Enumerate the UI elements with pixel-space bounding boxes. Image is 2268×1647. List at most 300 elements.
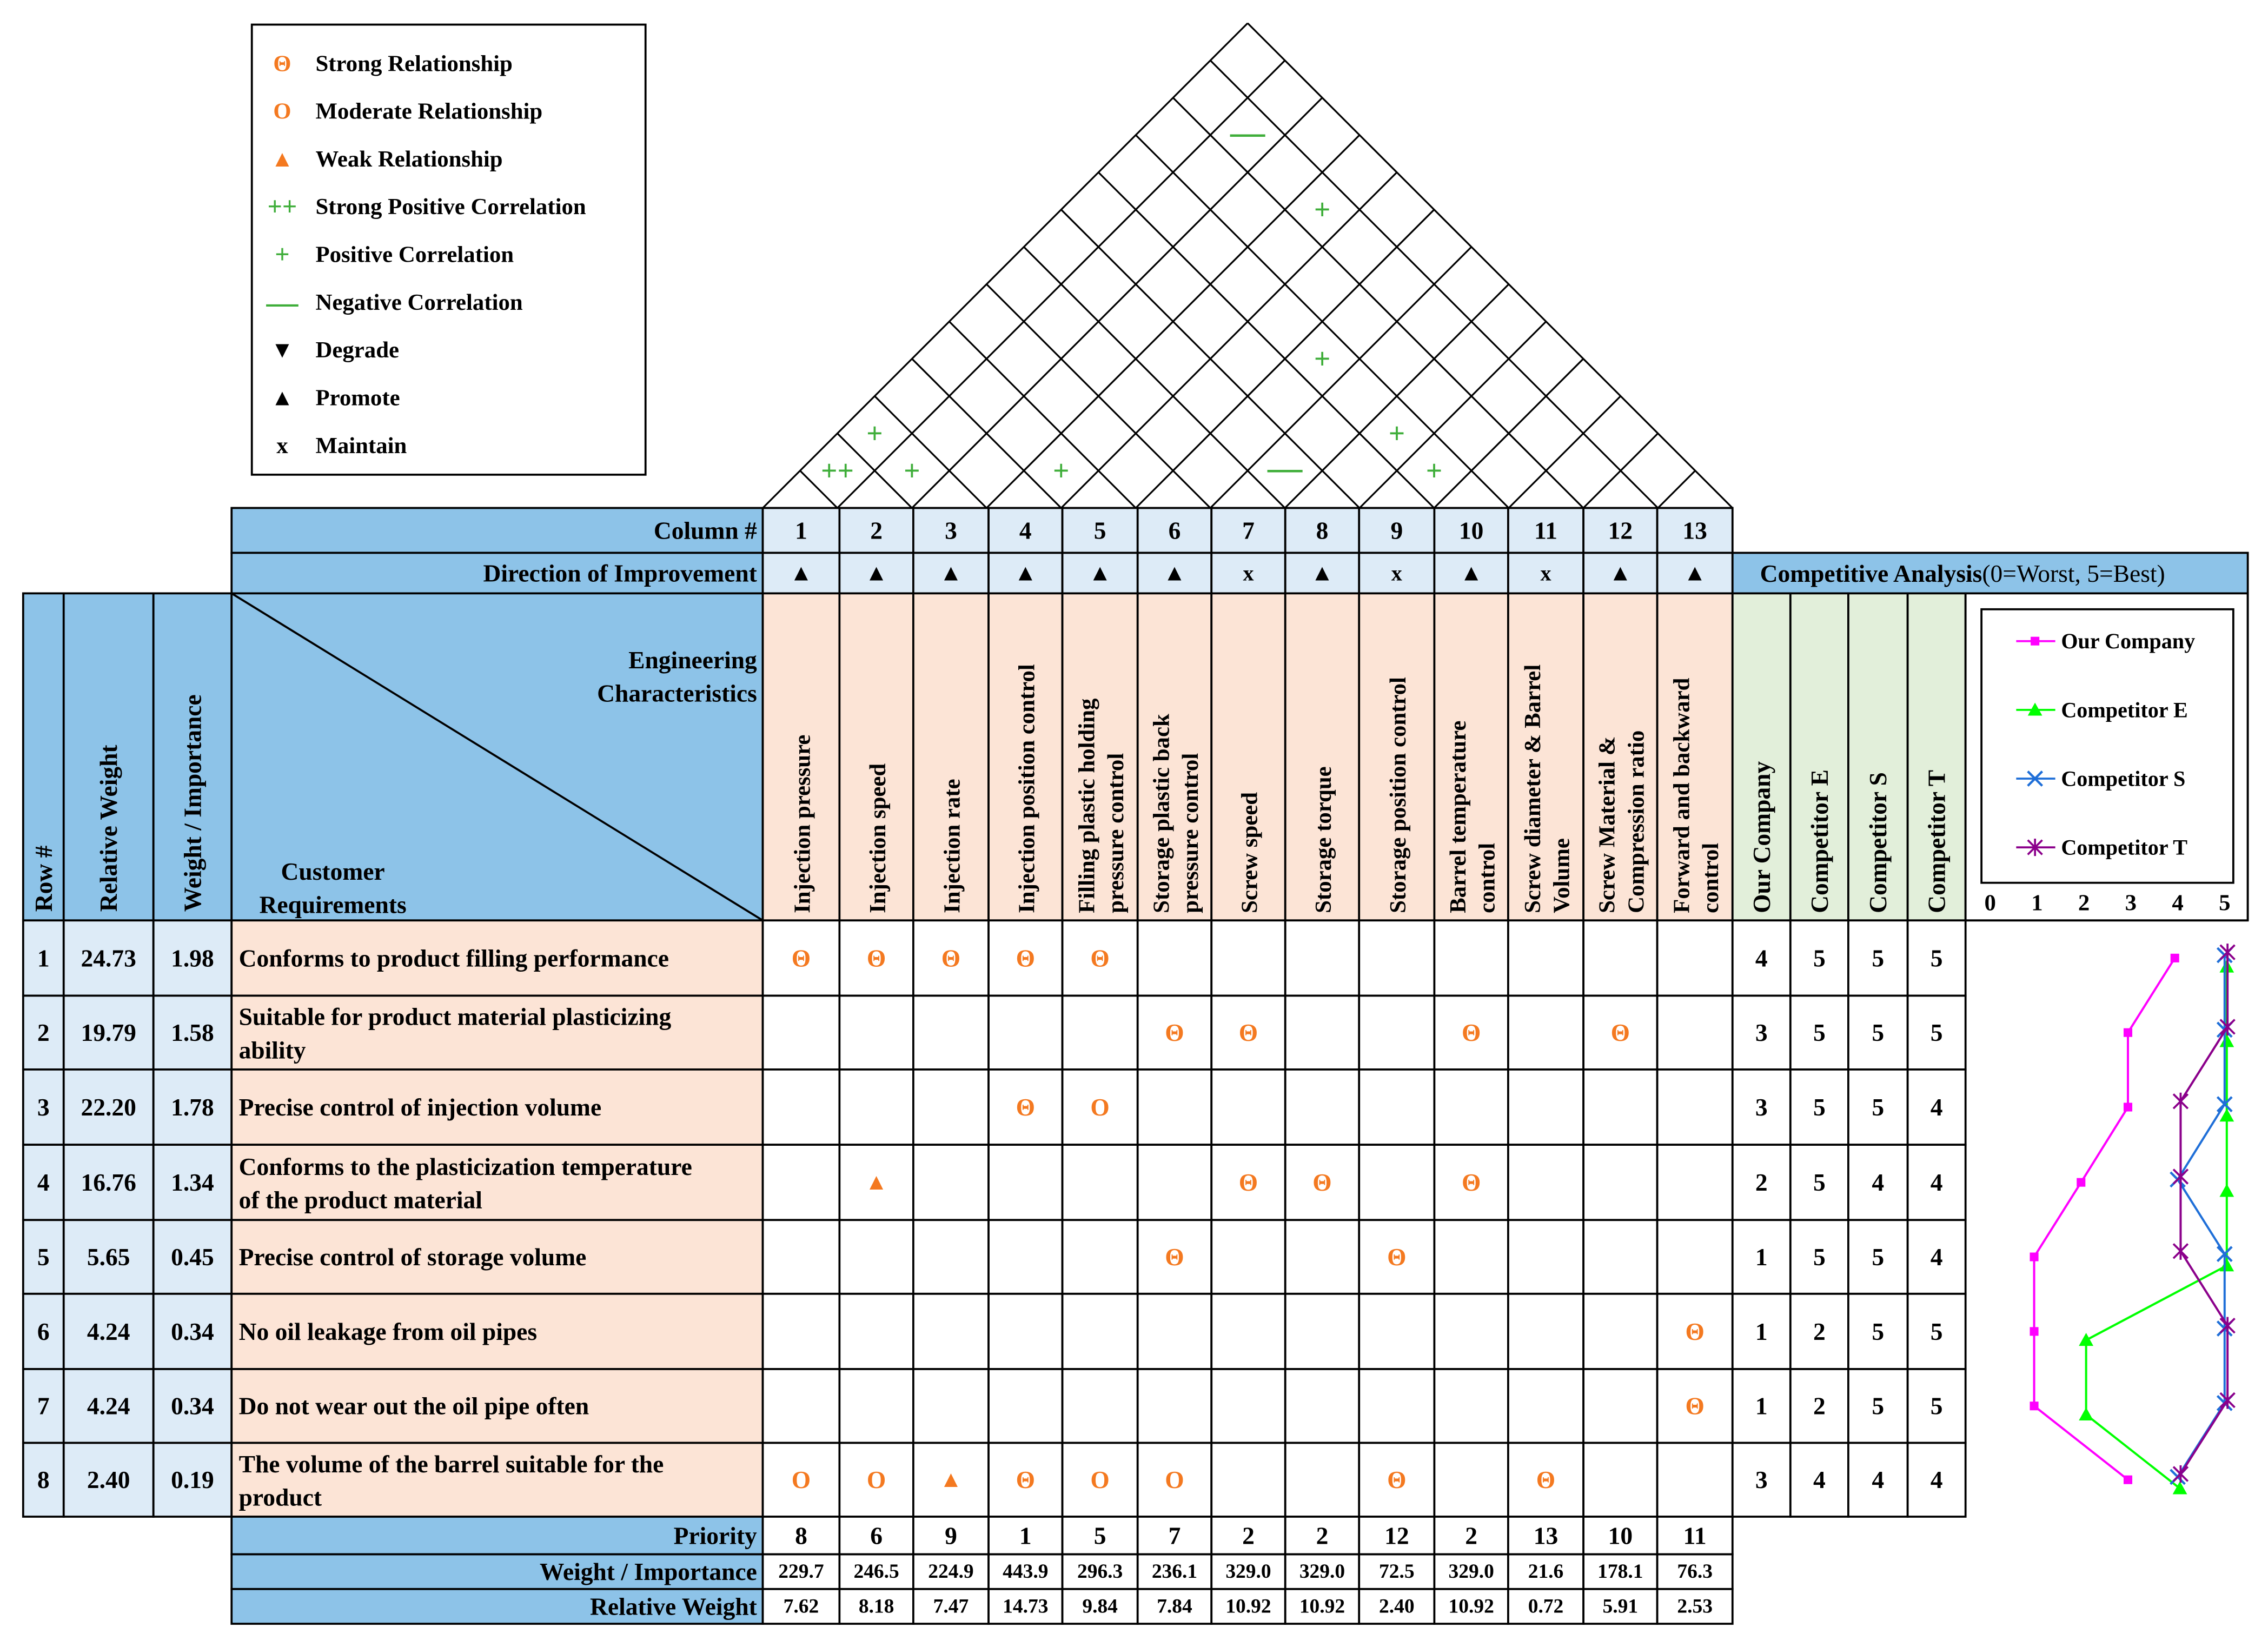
customer-requirement-text: of the product material [238,1186,482,1214]
bottom-row-value: 72.5 [1379,1560,1415,1583]
engineering-characteristic-label: control [1474,842,1500,913]
engineering-characteristic-label: Storage torque [1311,766,1337,913]
relative-weight-value: 4.24 [87,1392,130,1420]
square-marker [2030,1327,2039,1336]
relationship-cell [763,1070,840,1145]
column-number-label: Column # [653,516,757,544]
relationship-cell [1359,920,1434,995]
chart-data-point [2171,954,2179,962]
maintain-icon: x [1391,561,1402,586]
chart-legend-label: Competitor S [2061,766,2186,791]
roof-gridline [1509,396,1621,508]
strong-relationship-icon: Θ [1312,1168,1332,1197]
weight-importance-value: 0.45 [171,1243,214,1271]
promote-icon: ▲ [865,560,888,586]
roof-gridline [1360,322,1546,508]
strong-relationship-icon: Θ [1238,1168,1258,1197]
competitor-score: 1 [1755,1392,1768,1420]
positive-correlation-icon: + [1388,417,1405,450]
relationship-cell [1211,1443,1285,1517]
relationship-cell [1211,1369,1285,1443]
chart-axis-tick: 1 [2031,890,2043,916]
moderate-relationship-icon: O [866,1466,886,1494]
legend-label: Strong Positive Correlation [315,194,586,220]
strong-relationship-icon: Θ [941,944,961,972]
bottom-row-value: 76.3 [1677,1560,1713,1583]
bottom-row-value: 8.18 [858,1595,894,1618]
strong-relationship-icon: Θ [1685,1317,1705,1345]
competitor-score: 4 [1755,944,1768,972]
relationship-cell [763,1294,840,1369]
bottom-row-value: 296.3 [1077,1560,1123,1583]
weight-importance-value: 1.78 [171,1093,214,1121]
row-number: 1 [37,944,50,972]
strong-relationship-icon: Θ [1016,1466,1036,1494]
column-number: 9 [1390,516,1403,544]
strong-relationship-icon: Θ [1685,1392,1705,1420]
square-marker [2124,1103,2132,1111]
square-marker [2124,1476,2132,1484]
relationship-cell [1657,1070,1733,1145]
relationship-cell [913,1369,989,1443]
relationship-cell [913,1294,989,1369]
relationship-cell [1285,1443,1360,1517]
engineering-characteristic-label: Storage plastic back [1149,714,1175,913]
relationship-cell [989,995,1063,1070]
chart-data-point [2124,1028,2132,1037]
maintain-icon: x [1540,561,1551,586]
competitive-analysis-title [1760,559,2165,587]
chart-data-point [2124,1476,2132,1484]
chart-data-point [2219,1184,2234,1197]
weak-relationship-icon: ▲ [270,146,294,172]
chart-legend-label: Our Company [2061,629,2196,654]
bottom-row-value: 7.62 [783,1595,819,1618]
square-marker [2030,1253,2039,1261]
chart-series-line [2034,958,2175,1480]
square-marker [2077,1178,2085,1187]
engineering-characteristic-label: pressure control [1103,753,1129,913]
chart-data-point [2030,1253,2039,1261]
relative-weight-label: Relative Weight [95,745,123,912]
bottom-row-value: 229.7 [778,1560,824,1583]
relationship-cell [1508,995,1583,1070]
relationship-cell [1583,1220,1657,1294]
relationship-cell [1583,1070,1657,1145]
engineering-characteristic-label: Forward and backward [1669,678,1695,913]
relationship-cell [1063,1369,1138,1443]
relationship-cell [1063,1294,1138,1369]
engineering-characteristic-label: Screw diameter & Barrel [1520,664,1546,913]
competitive-scale-label: (0=Worst, 5=Best) [1982,559,2165,587]
chart-series-line [2178,955,2225,1477]
relationship-cell [1138,920,1212,995]
engineering-characteristic-label: Injection pressure [790,734,815,913]
promote-icon: ▲ [1163,560,1186,586]
chart-axis-tick: 3 [2125,890,2137,916]
relationship-cell [989,1145,1063,1220]
competitor-label: Competitor E [1805,769,1833,913]
customer-requirement-text: No oil leakage from oil pipes [238,1317,538,1345]
relationship-cell [1138,1145,1212,1220]
relationship-cell [1359,995,1434,1070]
customer-requirement-text: Conforms to the plasticization temperature [238,1152,692,1180]
relationship-cell [1583,1369,1657,1443]
negative-correlation-icon: — [1230,112,1265,151]
chart-data-point [2030,1327,2039,1336]
bottom-row-value: 1 [1019,1522,1032,1550]
competitor-score: 5 [1813,1243,1826,1271]
engineering-characteristic-label: Injection position control [1014,664,1040,913]
strong-relationship-icon: Θ [1610,1019,1630,1047]
negative-correlation-icon: — [1268,448,1303,487]
competitor-label: Competitor S [1864,772,1892,913]
relationship-cell [989,1369,1063,1443]
promote-icon: ▲ [1088,560,1112,586]
engineering-characteristic-label: Compression ratio [1623,730,1649,913]
promote-icon: ▲ [270,385,294,411]
relationship-cell [1211,920,1285,995]
relative-weight-value: 22.20 [81,1093,136,1121]
relationship-cell [1211,1070,1285,1145]
competitor-score: 5 [1813,1093,1826,1121]
relationship-cell [839,1220,913,1294]
competitive-analysis-label: Competitive Analysis [1760,559,1982,587]
positive-correlation-icon: + [904,454,920,487]
bottom-row-value: 329.0 [1299,1560,1345,1583]
relationship-cell [1063,995,1138,1070]
relationship-cell [1657,995,1733,1070]
promote-icon: ▲ [939,560,963,586]
relative-weight-value: 24.73 [81,944,136,972]
direction-label: Direction of Improvement [483,559,757,587]
bottom-row-value: 11 [1683,1522,1707,1550]
competitor-score: 2 [1813,1317,1826,1345]
weight-importance-value: 0.34 [171,1392,214,1420]
moderate-relationship-icon: O [273,98,291,124]
square-marker [2171,954,2179,962]
competitor-score: 3 [1755,1466,1768,1494]
bottom-row-value: 329.0 [1448,1560,1494,1583]
engineering-characteristic-label: Injection rate [939,779,965,913]
chart-legend-label: Competitor T [2061,835,2188,860]
weak-relationship-icon: ▲ [939,1467,963,1493]
column-number: 2 [870,516,883,544]
customer-requirement-text: Suitable for product material plasticizing [238,1002,672,1031]
roof-gridline [949,322,1136,508]
relationship-cell [1211,1220,1285,1294]
competitor-score: 4 [1930,1093,1943,1121]
bottom-row-value: 224.9 [928,1560,974,1583]
relationship-cell [989,1220,1063,1294]
square-marker [2031,637,2039,646]
competitor-label: Competitor T [1922,769,1951,913]
engineering-characteristic-label: pressure control [1177,753,1203,913]
legend-label: Positive Correlation [315,242,514,268]
positive-correlation-icon: + [1314,342,1331,375]
competitor-score: 4 [1872,1168,1885,1197]
strong-relationship-icon: Θ [1461,1019,1481,1047]
negative-correlation-icon: — [266,284,299,320]
relationship-cell [913,1220,989,1294]
relationship-cell [839,1070,913,1145]
relationship-cell [1583,1145,1657,1220]
legend-label: Maintain [315,433,407,459]
customer-requirement-text: Precise control of storage volume [238,1243,587,1271]
promote-icon: ▲ [1683,560,1707,586]
strong-relationship-icon: Θ [1461,1168,1481,1197]
triangle-marker [2219,1184,2234,1197]
bottom-row-value: 2 [1316,1522,1329,1550]
strong-relationship-icon: Θ [1387,1243,1407,1271]
column-number: 13 [1682,516,1707,544]
maintain-icon: x [1243,561,1254,586]
relationship-cell [1434,1294,1508,1369]
promote-icon: ▲ [1310,560,1334,586]
engineering-characteristics-label: Engineering [628,646,757,674]
moderate-relationship-icon: O [1090,1093,1110,1121]
relationship-cell [1434,1369,1508,1443]
relationship-cell [1138,1294,1212,1369]
competitor-score: 4 [1872,1466,1885,1494]
row-number: 3 [37,1093,50,1121]
column-number: 10 [1458,516,1484,544]
row-number: 2 [37,1019,50,1047]
relationship-cell [1285,1070,1360,1145]
relationship-cell [1285,920,1360,995]
relationship-cell [913,995,989,1070]
strong-relationship-icon: Θ [1536,1466,1556,1494]
relationship-cell [1657,1145,1733,1220]
relationship-cell [1657,1443,1733,1517]
relationship-cell [1434,920,1508,995]
engineering-characteristics-label: Characteristics [597,679,757,707]
strong-relationship-icon: Θ [273,51,291,77]
relationship-cell [1063,1220,1138,1294]
bottom-row-value: 7 [1168,1522,1181,1550]
relationship-cell [1138,1369,1212,1443]
competitor-score: 5 [1930,944,1943,972]
engineering-characteristic-label: control [1698,842,1724,913]
relationship-cell [1211,1294,1285,1369]
customer-requirement-text: Precise control of injection volume [238,1093,602,1121]
relationship-cell [1434,1443,1508,1517]
chart-axis-tick: 5 [2219,890,2231,916]
relationship-cell [1508,920,1583,995]
bottom-row-value: 12 [1384,1522,1409,1550]
chart-legend-marker [2031,637,2039,646]
positive-correlation-icon: + [275,240,290,269]
row-number-label: Row # [29,845,57,912]
competitor-score: 4 [1930,1168,1943,1197]
square-marker [2124,1028,2132,1037]
triangle-marker [2079,1333,2093,1346]
relationship-cell [1285,995,1360,1070]
customer-requirement-text: ability [238,1036,306,1064]
bottom-row-value: 9 [945,1522,957,1550]
engineering-characteristic-label: Filling plastic holding [1074,698,1100,913]
bottom-row-label: Priority [673,1522,757,1550]
row-number: 5 [37,1243,50,1271]
chart-axis-tick: 4 [2172,890,2184,916]
competitor-score: 5 [1872,1392,1885,1420]
roof-gridline [763,23,1248,508]
column-number: 11 [1534,516,1558,544]
row-number: 6 [37,1317,50,1345]
chart-data-point [2030,1402,2039,1410]
bottom-row-value: 2 [1242,1522,1255,1550]
competitor-score: 5 [1872,1019,1885,1047]
chart-axis-tick: 2 [2078,890,2090,916]
chart-data-point [2079,1407,2093,1420]
relationship-cell [1583,920,1657,995]
column-number: 1 [795,516,807,544]
weight-importance-value: 1.98 [171,944,214,972]
relative-weight-value: 19.79 [81,1019,136,1047]
engineering-characteristic-label: Volume [1549,838,1575,913]
relationship-cell [839,1294,913,1369]
bottom-row-label: Weight / Importance [539,1558,757,1586]
bottom-row-value: 0.72 [1528,1595,1564,1618]
relationship-cell [989,1294,1063,1369]
customer-requirements-label: Requirements [259,891,407,919]
relationship-cell [1359,1070,1434,1145]
competitor-score: 5 [1813,1168,1826,1197]
chart-data-point [2173,1243,2188,1260]
bottom-row-value: 10 [1608,1522,1633,1550]
bottom-row-value: 443.9 [1003,1560,1049,1583]
relative-weight-value: 2.40 [87,1466,130,1494]
competitor-score: 3 [1755,1019,1768,1047]
bottom-row-value: 6 [870,1522,883,1550]
strong-relationship-icon: Θ [791,944,811,972]
bottom-row-value: 8 [795,1522,807,1550]
competitor-score: 5 [1872,1317,1885,1345]
promote-icon: ▲ [1460,560,1483,586]
bottom-row-value: 14.73 [1003,1595,1049,1618]
competitor-score: 5 [1813,1019,1826,1047]
relationship-cell [1359,1369,1434,1443]
competitor-score: 4 [1930,1243,1943,1271]
strong-relationship-icon: Θ [1165,1019,1184,1047]
bottom-row-value: 21.6 [1528,1560,1564,1583]
relationship-cell [913,1070,989,1145]
customer-requirement-text: Conforms to product filling performance [238,944,669,972]
chart-data-point [2077,1178,2085,1187]
relationship-cell [1508,1220,1583,1294]
relationship-cell [1359,1145,1434,1220]
bottom-row-value: 9.84 [1082,1595,1118,1618]
engineering-characteristic-label: Barrel temperature [1445,720,1471,913]
competitor-score: 5 [1872,1243,1885,1271]
relationship-cell [1138,1070,1212,1145]
column-number: 8 [1316,516,1329,544]
bottom-row-value: 13 [1533,1522,1559,1550]
competitor-label: Our Company [1747,761,1775,913]
relationship-cell [1434,1220,1508,1294]
chart-data-point [2173,1093,2188,1110]
roof-gridline [1248,23,1733,508]
strong-relationship-icon: Θ [1387,1466,1407,1494]
engineering-characteristic-label: Screw speed [1237,792,1263,913]
competitor-score: 5 [1930,1392,1943,1420]
bottom-row-value: 10.92 [1225,1595,1271,1618]
column-number: 4 [1019,516,1032,544]
relationship-cell [839,995,913,1070]
engineering-characteristic-label: Storage position control [1385,677,1411,913]
square-marker [2030,1402,2039,1410]
chart-data-point [2124,1103,2132,1111]
bottom-row-value: 2.40 [1379,1595,1415,1618]
bottom-row-value: 5.91 [1602,1595,1639,1618]
chart-series-line [2086,967,2227,1489]
competitor-score: 5 [1813,944,1826,972]
bottom-row-value: 2 [1465,1522,1478,1550]
relationship-cell [1657,1220,1733,1294]
bottom-row-value: 329.0 [1225,1560,1271,1583]
engineering-characteristic-label: Screw Material & [1594,736,1620,913]
legend-label: Strong Relationship [315,51,513,77]
competitor-score: 4 [1813,1466,1826,1494]
weight-importance-value: 1.34 [171,1168,214,1197]
customer-requirements-label: Customer [281,857,385,885]
column-number: 6 [1168,516,1181,544]
column-number: 3 [945,516,957,544]
relationship-cell [763,1145,840,1220]
relative-weight-value: 16.76 [81,1168,136,1197]
legend-label: Negative Correlation [315,289,523,315]
bottom-row-value: 236.1 [1151,1560,1198,1583]
chart-axis-tick: 0 [1984,890,1996,916]
relative-weight-value: 4.24 [87,1317,130,1345]
row-number: 7 [37,1392,50,1420]
column-number: 12 [1608,516,1633,544]
strong-relationship-icon: Θ [866,944,886,972]
bottom-row-value: 10.92 [1299,1595,1345,1618]
strong-relationship-icon: Θ [1016,1093,1036,1121]
relationship-cell [1508,1070,1583,1145]
bottom-row-value: 178.1 [1597,1560,1643,1583]
relationship-cell [1285,1220,1360,1294]
engineering-characteristic-label: Injection speed [865,763,891,913]
promote-icon: ▲ [790,560,813,586]
weight-importance-value: 0.19 [171,1466,214,1494]
relationship-cell [1434,1070,1508,1145]
relationship-cell [1359,1294,1434,1369]
competitor-score: 5 [1930,1019,1943,1047]
row-number: 4 [37,1168,50,1197]
relationship-cell [763,995,840,1070]
relationship-cell [839,1369,913,1443]
positive-correlation-icon: + [1425,454,1443,487]
moderate-relationship-icon: O [1090,1466,1110,1494]
bottom-row-value: 7.84 [1157,1595,1192,1618]
competitor-score: 4 [1930,1466,1943,1494]
legend-label: Moderate Relationship [315,98,543,124]
strong-relationship-icon: Θ [1090,944,1110,972]
maintain-icon: x [276,433,288,459]
relationship-cell [1285,1294,1360,1369]
competitor-score: 3 [1755,1093,1768,1121]
customer-requirement-text: The volume of the barrel suitable for the [238,1450,664,1478]
competitor-score: 2 [1813,1392,1826,1420]
roof-gridline [1173,98,1583,508]
bottom-row-label: Relative Weight [590,1592,757,1621]
strong-relationship-icon: Θ [1016,944,1036,972]
relationship-cell [913,1145,989,1220]
weak-relationship-icon: ▲ [865,1170,888,1196]
chart-data-point [2079,1333,2093,1346]
